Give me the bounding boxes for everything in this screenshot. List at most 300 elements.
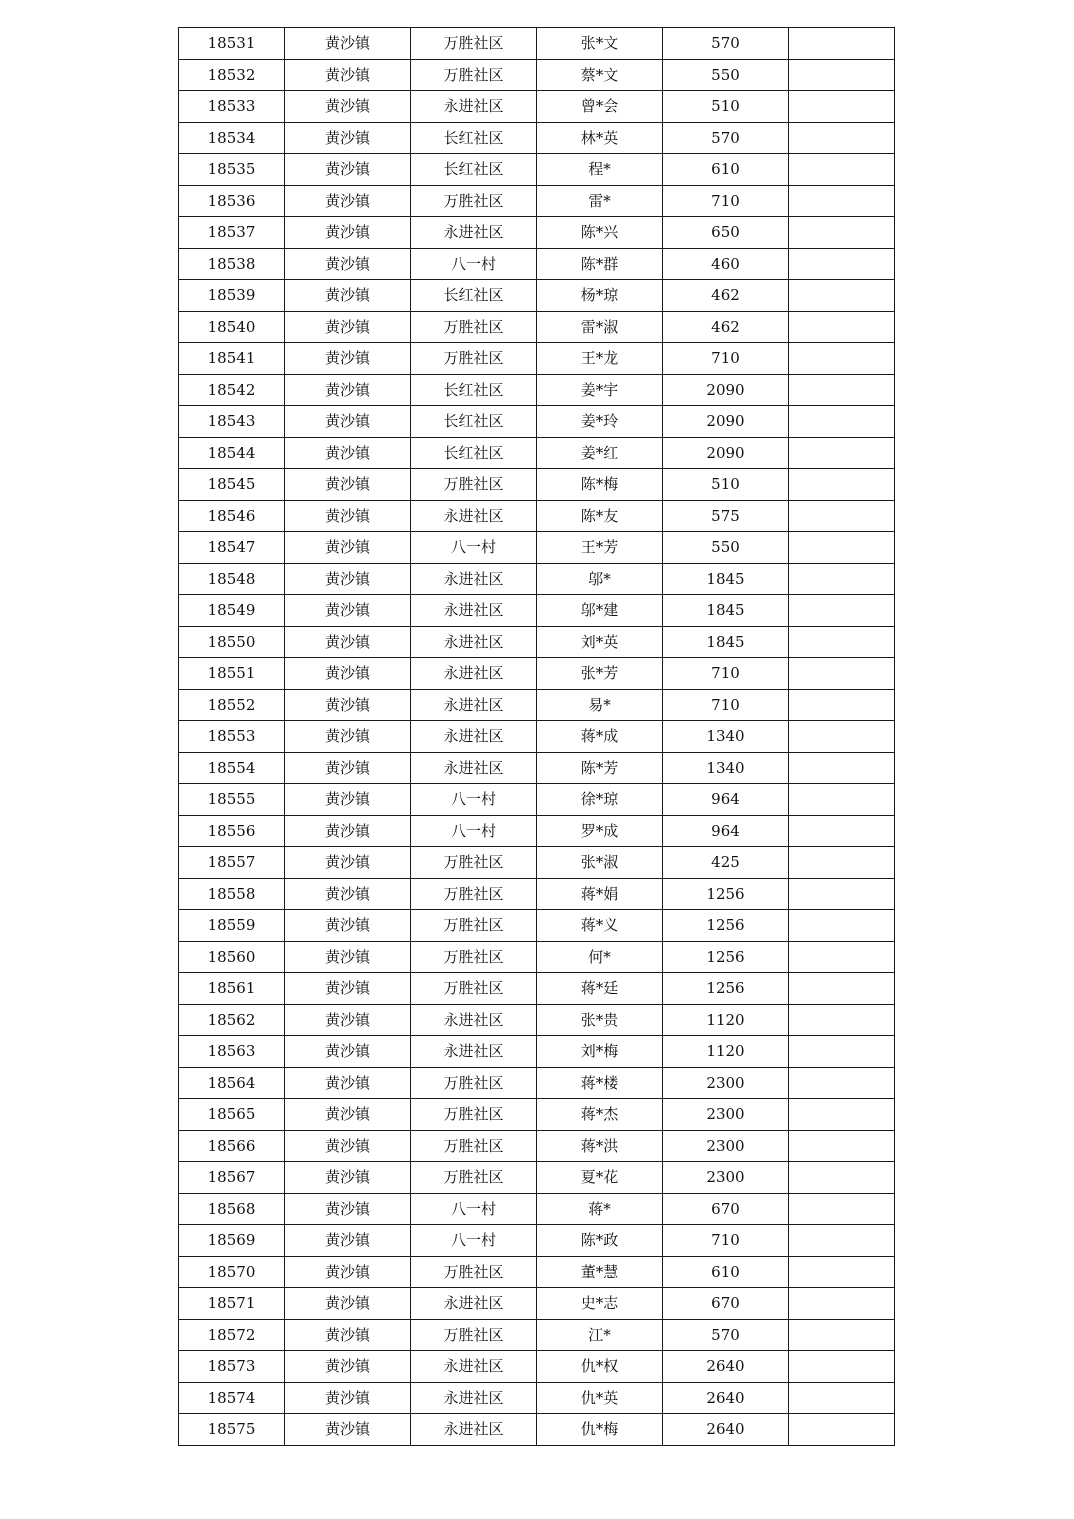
- table-row: [179, 1193, 895, 1225]
- serial-number-cell: 18559: [179, 910, 285, 942]
- name-cell: 蒋*: [537, 1193, 663, 1225]
- note-cell: [789, 1004, 895, 1036]
- serial-number-cell: 18535: [179, 154, 285, 186]
- name-cell: 刘*梅: [537, 1036, 663, 1068]
- town-cell: 黄沙镇: [285, 1162, 411, 1194]
- amount-cell: 2640: [663, 1351, 789, 1383]
- table-row: [179, 469, 895, 501]
- community-cell: 万胜社区: [411, 910, 537, 942]
- amount-cell: 2300: [663, 1099, 789, 1131]
- community-cell: 永进社区: [411, 1036, 537, 1068]
- table-row: [179, 437, 895, 469]
- note-cell: [789, 815, 895, 847]
- serial-number-cell: 18552: [179, 689, 285, 721]
- table-row: [179, 878, 895, 910]
- amount-cell: 2300: [663, 1130, 789, 1162]
- note-cell: [789, 1351, 895, 1383]
- town-cell: 黄沙镇: [285, 28, 411, 60]
- note-cell: [789, 689, 895, 721]
- serial-number-cell: 18573: [179, 1351, 285, 1383]
- amount-cell: 1120: [663, 1036, 789, 1068]
- table-row: [179, 815, 895, 847]
- table-row: [179, 1288, 895, 1320]
- community-cell: 八一村: [411, 1225, 537, 1257]
- amount-cell: 2640: [663, 1414, 789, 1446]
- table-row: [179, 1099, 895, 1131]
- note-cell: [789, 752, 895, 784]
- amount-cell: 2640: [663, 1382, 789, 1414]
- amount-cell: 1256: [663, 973, 789, 1005]
- name-cell: 董*慧: [537, 1256, 663, 1288]
- community-cell: 永进社区: [411, 658, 537, 690]
- serial-number-cell: 18532: [179, 59, 285, 91]
- amount-cell: 670: [663, 1288, 789, 1320]
- note-cell: [789, 1382, 895, 1414]
- name-cell: 易*: [537, 689, 663, 721]
- community-cell: 永进社区: [411, 1288, 537, 1320]
- serial-number-cell: 18556: [179, 815, 285, 847]
- serial-number-cell: 18554: [179, 752, 285, 784]
- amount-cell: 1340: [663, 752, 789, 784]
- community-cell: 长红社区: [411, 122, 537, 154]
- town-cell: 黄沙镇: [285, 878, 411, 910]
- note-cell: [789, 847, 895, 879]
- table-row: [179, 532, 895, 564]
- serial-number-cell: 18548: [179, 563, 285, 595]
- note-cell: [789, 1256, 895, 1288]
- amount-cell: 1256: [663, 878, 789, 910]
- table-row: [179, 500, 895, 532]
- town-cell: 黄沙镇: [285, 1414, 411, 1446]
- community-cell: 永进社区: [411, 689, 537, 721]
- serial-number-cell: 18566: [179, 1130, 285, 1162]
- note-cell: [789, 217, 895, 249]
- community-cell: 永进社区: [411, 1351, 537, 1383]
- serial-number-cell: 18562: [179, 1004, 285, 1036]
- name-cell: 陈*兴: [537, 217, 663, 249]
- note-cell: [789, 941, 895, 973]
- town-cell: 黄沙镇: [285, 1256, 411, 1288]
- name-cell: 蔡*文: [537, 59, 663, 91]
- table-row: [179, 626, 895, 658]
- amount-cell: 2090: [663, 406, 789, 438]
- town-cell: 黄沙镇: [285, 91, 411, 123]
- serial-number-cell: 18560: [179, 941, 285, 973]
- name-cell: 何*: [537, 941, 663, 973]
- name-cell: 江*: [537, 1319, 663, 1351]
- town-cell: 黄沙镇: [285, 1036, 411, 1068]
- community-cell: 长红社区: [411, 374, 537, 406]
- name-cell: 蒋*杰: [537, 1099, 663, 1131]
- name-cell: 姜*宇: [537, 374, 663, 406]
- community-cell: 万胜社区: [411, 469, 537, 501]
- table-row: [179, 910, 895, 942]
- community-cell: 万胜社区: [411, 1319, 537, 1351]
- table-row: [179, 721, 895, 753]
- note-cell: [789, 626, 895, 658]
- name-cell: 陈*梅: [537, 469, 663, 501]
- table-row: [179, 1036, 895, 1068]
- note-cell: [789, 1288, 895, 1320]
- name-cell: 雷*淑: [537, 311, 663, 343]
- town-cell: 黄沙镇: [285, 406, 411, 438]
- serial-number-cell: 18538: [179, 248, 285, 280]
- table-row: [179, 752, 895, 784]
- town-cell: 黄沙镇: [285, 374, 411, 406]
- community-cell: 长红社区: [411, 154, 537, 186]
- table-row: [179, 343, 895, 375]
- name-cell: 王*龙: [537, 343, 663, 375]
- note-cell: [789, 1036, 895, 1068]
- table-row: [179, 1162, 895, 1194]
- amount-cell: 1256: [663, 941, 789, 973]
- town-cell: 黄沙镇: [285, 784, 411, 816]
- town-cell: 黄沙镇: [285, 847, 411, 879]
- note-cell: [789, 1162, 895, 1194]
- table-row: [179, 280, 895, 312]
- community-cell: 永进社区: [411, 626, 537, 658]
- note-cell: [789, 248, 895, 280]
- records-table-container: [178, 27, 894, 1446]
- community-cell: 永进社区: [411, 563, 537, 595]
- note-cell: [789, 343, 895, 375]
- table-row: [179, 595, 895, 627]
- town-cell: 黄沙镇: [285, 59, 411, 91]
- name-cell: 蒋*娟: [537, 878, 663, 910]
- serial-number-cell: 18537: [179, 217, 285, 249]
- table-row: [179, 941, 895, 973]
- name-cell: 刘*英: [537, 626, 663, 658]
- town-cell: 黄沙镇: [285, 721, 411, 753]
- town-cell: 黄沙镇: [285, 1004, 411, 1036]
- town-cell: 黄沙镇: [285, 185, 411, 217]
- name-cell: 陈*芳: [537, 752, 663, 784]
- note-cell: [789, 500, 895, 532]
- name-cell: 姜*红: [537, 437, 663, 469]
- name-cell: 曾*会: [537, 91, 663, 123]
- table-row: [179, 406, 895, 438]
- serial-number-cell: 18570: [179, 1256, 285, 1288]
- note-cell: [789, 280, 895, 312]
- amount-cell: 462: [663, 280, 789, 312]
- community-cell: 八一村: [411, 532, 537, 564]
- town-cell: 黄沙镇: [285, 437, 411, 469]
- table-row: [179, 59, 895, 91]
- serial-number-cell: 18542: [179, 374, 285, 406]
- town-cell: 黄沙镇: [285, 658, 411, 690]
- note-cell: [789, 1130, 895, 1162]
- town-cell: 黄沙镇: [285, 280, 411, 312]
- name-cell: 夏*花: [537, 1162, 663, 1194]
- amount-cell: 510: [663, 469, 789, 501]
- community-cell: 万胜社区: [411, 1130, 537, 1162]
- table-row: [179, 1351, 895, 1383]
- serial-number-cell: 18531: [179, 28, 285, 60]
- note-cell: [789, 91, 895, 123]
- name-cell: 程*: [537, 154, 663, 186]
- community-cell: 万胜社区: [411, 878, 537, 910]
- table-row: [179, 28, 895, 60]
- amount-cell: 550: [663, 59, 789, 91]
- town-cell: 黄沙镇: [285, 1130, 411, 1162]
- amount-cell: 710: [663, 689, 789, 721]
- community-cell: 万胜社区: [411, 343, 537, 375]
- table-row: [179, 973, 895, 1005]
- name-cell: 史*志: [537, 1288, 663, 1320]
- note-cell: [789, 532, 895, 564]
- community-cell: 长红社区: [411, 406, 537, 438]
- amount-cell: 2090: [663, 437, 789, 469]
- serial-number-cell: 18565: [179, 1099, 285, 1131]
- amount-cell: 710: [663, 343, 789, 375]
- community-cell: 万胜社区: [411, 941, 537, 973]
- name-cell: 仇*梅: [537, 1414, 663, 1446]
- serial-number-cell: 18540: [179, 311, 285, 343]
- serial-number-cell: 18551: [179, 658, 285, 690]
- community-cell: 永进社区: [411, 1414, 537, 1446]
- community-cell: 万胜社区: [411, 1067, 537, 1099]
- amount-cell: 570: [663, 122, 789, 154]
- town-cell: 黄沙镇: [285, 626, 411, 658]
- town-cell: 黄沙镇: [285, 154, 411, 186]
- note-cell: [789, 973, 895, 1005]
- note-cell: [789, 59, 895, 91]
- table-row: [179, 311, 895, 343]
- serial-number-cell: 18533: [179, 91, 285, 123]
- table-row: [179, 91, 895, 123]
- amount-cell: 2090: [663, 374, 789, 406]
- amount-cell: 670: [663, 1193, 789, 1225]
- town-cell: 黄沙镇: [285, 752, 411, 784]
- serial-number-cell: 18575: [179, 1414, 285, 1446]
- community-cell: 万胜社区: [411, 311, 537, 343]
- community-cell: 永进社区: [411, 721, 537, 753]
- serial-number-cell: 18572: [179, 1319, 285, 1351]
- serial-number-cell: 18547: [179, 532, 285, 564]
- name-cell: 仇*权: [537, 1351, 663, 1383]
- amount-cell: 462: [663, 311, 789, 343]
- amount-cell: 510: [663, 91, 789, 123]
- amount-cell: 710: [663, 185, 789, 217]
- name-cell: 罗*成: [537, 815, 663, 847]
- town-cell: 黄沙镇: [285, 248, 411, 280]
- community-cell: 永进社区: [411, 217, 537, 249]
- town-cell: 黄沙镇: [285, 1288, 411, 1320]
- name-cell: 蒋*成: [537, 721, 663, 753]
- town-cell: 黄沙镇: [285, 973, 411, 1005]
- amount-cell: 570: [663, 1319, 789, 1351]
- note-cell: [789, 437, 895, 469]
- amount-cell: 1845: [663, 595, 789, 627]
- serial-number-cell: 18561: [179, 973, 285, 1005]
- amount-cell: 1256: [663, 910, 789, 942]
- note-cell: [789, 1414, 895, 1446]
- community-cell: 长红社区: [411, 280, 537, 312]
- table-row: [179, 1256, 895, 1288]
- serial-number-cell: 18549: [179, 595, 285, 627]
- table-row: [179, 374, 895, 406]
- serial-number-cell: 18571: [179, 1288, 285, 1320]
- community-cell: 永进社区: [411, 500, 537, 532]
- community-cell: 长红社区: [411, 437, 537, 469]
- community-cell: 永进社区: [411, 1382, 537, 1414]
- table-row: [179, 1382, 895, 1414]
- serial-number-cell: 18534: [179, 122, 285, 154]
- table-body: [179, 28, 895, 1446]
- community-cell: 永进社区: [411, 595, 537, 627]
- amount-cell: 2300: [663, 1067, 789, 1099]
- town-cell: 黄沙镇: [285, 1193, 411, 1225]
- note-cell: [789, 784, 895, 816]
- amount-cell: 964: [663, 784, 789, 816]
- town-cell: 黄沙镇: [285, 595, 411, 627]
- name-cell: 张*芳: [537, 658, 663, 690]
- town-cell: 黄沙镇: [285, 1351, 411, 1383]
- name-cell: 蒋*义: [537, 910, 663, 942]
- note-cell: [789, 374, 895, 406]
- note-cell: [789, 1067, 895, 1099]
- note-cell: [789, 721, 895, 753]
- town-cell: 黄沙镇: [285, 122, 411, 154]
- name-cell: 邬*: [537, 563, 663, 595]
- community-cell: 永进社区: [411, 752, 537, 784]
- serial-number-cell: 18539: [179, 280, 285, 312]
- serial-number-cell: 18545: [179, 469, 285, 501]
- community-cell: 八一村: [411, 248, 537, 280]
- name-cell: 邬*建: [537, 595, 663, 627]
- serial-number-cell: 18541: [179, 343, 285, 375]
- note-cell: [789, 1193, 895, 1225]
- town-cell: 黄沙镇: [285, 311, 411, 343]
- note-cell: [789, 28, 895, 60]
- serial-number-cell: 18550: [179, 626, 285, 658]
- serial-number-cell: 18557: [179, 847, 285, 879]
- note-cell: [789, 1099, 895, 1131]
- note-cell: [789, 469, 895, 501]
- amount-cell: 710: [663, 658, 789, 690]
- note-cell: [789, 1225, 895, 1257]
- amount-cell: 575: [663, 500, 789, 532]
- amount-cell: 460: [663, 248, 789, 280]
- serial-number-cell: 18567: [179, 1162, 285, 1194]
- community-cell: 永进社区: [411, 1004, 537, 1036]
- serial-number-cell: 18536: [179, 185, 285, 217]
- serial-number-cell: 18543: [179, 406, 285, 438]
- town-cell: 黄沙镇: [285, 689, 411, 721]
- serial-number-cell: 18553: [179, 721, 285, 753]
- community-cell: 万胜社区: [411, 28, 537, 60]
- name-cell: 徐*琼: [537, 784, 663, 816]
- amount-cell: 1845: [663, 626, 789, 658]
- amount-cell: 2300: [663, 1162, 789, 1194]
- town-cell: 黄沙镇: [285, 217, 411, 249]
- community-cell: 万胜社区: [411, 1256, 537, 1288]
- note-cell: [789, 185, 895, 217]
- town-cell: 黄沙镇: [285, 500, 411, 532]
- town-cell: 黄沙镇: [285, 532, 411, 564]
- name-cell: 蒋*廷: [537, 973, 663, 1005]
- town-cell: 黄沙镇: [285, 941, 411, 973]
- amount-cell: 1340: [663, 721, 789, 753]
- amount-cell: 610: [663, 154, 789, 186]
- amount-cell: 610: [663, 1256, 789, 1288]
- name-cell: 陈*友: [537, 500, 663, 532]
- table-row: [179, 1414, 895, 1446]
- town-cell: 黄沙镇: [285, 469, 411, 501]
- community-cell: 万胜社区: [411, 1099, 537, 1131]
- community-cell: 万胜社区: [411, 1162, 537, 1194]
- name-cell: 王*芳: [537, 532, 663, 564]
- serial-number-cell: 18544: [179, 437, 285, 469]
- serial-number-cell: 18574: [179, 1382, 285, 1414]
- community-cell: 八一村: [411, 784, 537, 816]
- amount-cell: 550: [663, 532, 789, 564]
- note-cell: [789, 122, 895, 154]
- note-cell: [789, 595, 895, 627]
- name-cell: 仇*英: [537, 1382, 663, 1414]
- town-cell: 黄沙镇: [285, 563, 411, 595]
- community-cell: 万胜社区: [411, 185, 537, 217]
- name-cell: 张*淑: [537, 847, 663, 879]
- table-row: [179, 847, 895, 879]
- amount-cell: 570: [663, 28, 789, 60]
- table-row: [179, 185, 895, 217]
- name-cell: 张*文: [537, 28, 663, 60]
- table-row: [179, 1130, 895, 1162]
- table-row: [179, 1067, 895, 1099]
- name-cell: 杨*琼: [537, 280, 663, 312]
- serial-number-cell: 18569: [179, 1225, 285, 1257]
- amount-cell: 650: [663, 217, 789, 249]
- table-row: [179, 154, 895, 186]
- note-cell: [789, 1319, 895, 1351]
- name-cell: 陈*群: [537, 248, 663, 280]
- town-cell: 黄沙镇: [285, 1067, 411, 1099]
- table-row: [179, 1004, 895, 1036]
- serial-number-cell: 18555: [179, 784, 285, 816]
- amount-cell: 425: [663, 847, 789, 879]
- amount-cell: 1120: [663, 1004, 789, 1036]
- serial-number-cell: 18558: [179, 878, 285, 910]
- community-cell: 八一村: [411, 815, 537, 847]
- table-row: [179, 248, 895, 280]
- community-cell: 永进社区: [411, 91, 537, 123]
- note-cell: [789, 154, 895, 186]
- community-cell: 八一村: [411, 1193, 537, 1225]
- amount-cell: 1845: [663, 563, 789, 595]
- town-cell: 黄沙镇: [285, 910, 411, 942]
- table-row: [179, 217, 895, 249]
- table-row: [179, 563, 895, 595]
- amount-cell: 710: [663, 1225, 789, 1257]
- table-row: [179, 1319, 895, 1351]
- community-cell: 万胜社区: [411, 59, 537, 91]
- community-cell: 万胜社区: [411, 847, 537, 879]
- name-cell: 雷*: [537, 185, 663, 217]
- note-cell: [789, 658, 895, 690]
- town-cell: 黄沙镇: [285, 1099, 411, 1131]
- town-cell: 黄沙镇: [285, 1382, 411, 1414]
- town-cell: 黄沙镇: [285, 343, 411, 375]
- records-table: [178, 27, 895, 1446]
- amount-cell: 964: [663, 815, 789, 847]
- town-cell: 黄沙镇: [285, 1319, 411, 1351]
- town-cell: 黄沙镇: [285, 1225, 411, 1257]
- serial-number-cell: 18563: [179, 1036, 285, 1068]
- community-cell: 万胜社区: [411, 973, 537, 1005]
- town-cell: 黄沙镇: [285, 815, 411, 847]
- serial-number-cell: 18546: [179, 500, 285, 532]
